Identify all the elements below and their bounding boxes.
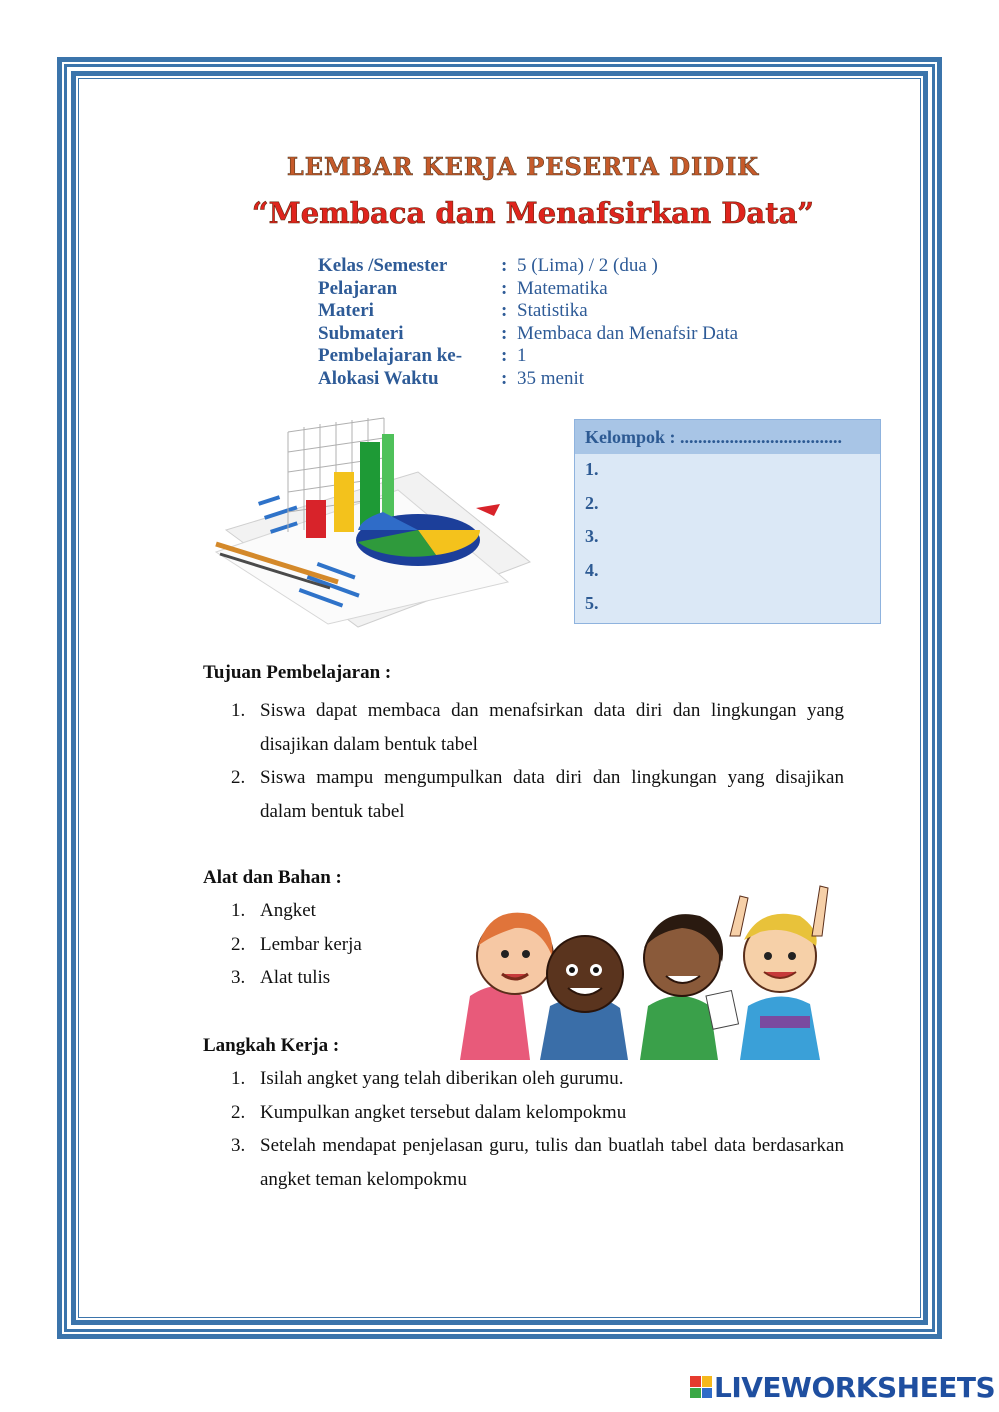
meta-value: 5 (Lima) / 2 (dua )	[517, 255, 658, 276]
meta-colon: :	[501, 255, 508, 276]
list-number: 2.	[231, 767, 246, 788]
list-item	[203, 761, 844, 828]
list-number: 1.	[231, 700, 246, 721]
red-bar	[306, 500, 326, 538]
list-item	[203, 894, 362, 928]
list-text: Isilah angket yang telah diberikan oleh gurumu.	[260, 1068, 624, 1089]
list-item	[203, 694, 844, 761]
liveworksheets-logo[interactable]	[690, 1372, 995, 1402]
tujuan-list	[203, 694, 844, 828]
group-member-3[interactable]: 3.	[585, 526, 599, 546]
alat-heading: Alat dan Bahan :	[203, 867, 342, 888]
meta-colon: :	[501, 300, 508, 321]
meta-colon: :	[501, 345, 508, 366]
meta-label: Materi	[318, 300, 374, 321]
group-member-1[interactable]: 1.	[585, 459, 599, 479]
meta-colon: :	[501, 277, 508, 299]
list-item	[203, 1129, 844, 1196]
worksheet-subtitle: “Membaca dan Menafsirkan Data”	[251, 196, 815, 230]
meta-label: Pelajaran	[318, 277, 398, 299]
list-text: Alat tulis	[260, 967, 331, 988]
meta-value: 35 menit	[517, 367, 585, 389]
list-text: Angket	[260, 900, 316, 921]
meta-colon: :	[501, 322, 508, 344]
logo-icon	[690, 1376, 712, 1398]
meta-value: Statistika	[517, 300, 588, 321]
meta-value: 1	[517, 345, 527, 366]
list-number: 1.	[231, 1068, 246, 1089]
logo-text: LIVEWORKSHEETS	[714, 1370, 996, 1404]
group-header: Kelompok : ....................................	[575, 420, 880, 454]
kids-illustration	[460, 876, 832, 1060]
meta-label: Submateri	[318, 322, 404, 344]
list-text: Lembar kerja	[260, 933, 362, 955]
list-text: Setelah mendapat penjelasan guru, tulis dan buatlah tabel data berdasarkan angket teman kelompokmu	[260, 1135, 844, 1190]
group-member-4[interactable]: 4.	[585, 559, 599, 580]
list-number: 3.	[231, 967, 246, 988]
green-bar-back	[382, 434, 394, 520]
yellow-bar	[334, 472, 354, 532]
list-item	[203, 961, 362, 995]
list-number: 3.	[231, 1135, 246, 1156]
red-arrow	[476, 504, 500, 516]
list-text: Kumpulkan angket tersebut dalam kelompokmu	[260, 1101, 627, 1123]
list-number: 2.	[231, 933, 246, 955]
langkah-list	[203, 1062, 844, 1196]
worksheet-title: LEMBAR KERJA PESERTA DIDIK	[286, 152, 760, 181]
list-text: Siswa mampu mengumpulkan data diri dan lingkungan yang disajikan dalam bentuk tabel	[260, 767, 844, 822]
meta-colon: :	[501, 367, 508, 389]
meta-value: Matematika	[517, 277, 608, 299]
group-member-2[interactable]: 2.	[585, 492, 599, 513]
boy-head	[547, 936, 623, 1012]
langkah-heading: Langkah Kerja :	[203, 1035, 340, 1056]
tujuan-heading: Tujuan Pembelajaran :	[203, 662, 392, 683]
list-item	[203, 1096, 844, 1130]
list-number: 2.	[231, 1101, 246, 1123]
list-item	[203, 1062, 844, 1096]
statistics-illustration	[208, 412, 538, 632]
list-item	[203, 928, 362, 962]
list-text: Siswa dapat membaca dan menafsirkan data diri dan lingkungan yang disajikan dalam bentuk tabel	[260, 700, 844, 755]
group-member-5[interactable]: 5.	[585, 593, 599, 613]
meta-label: Alokasi Waktu	[318, 367, 439, 389]
meta-label: Kelas /Semester	[318, 255, 448, 276]
group-box	[574, 419, 881, 624]
list-number: 1.	[231, 900, 246, 921]
meta-label: Pembelajaran ke-	[318, 345, 463, 366]
alat-list	[203, 894, 362, 995]
meta-value: Membaca dan Menafsir Data	[517, 322, 739, 344]
